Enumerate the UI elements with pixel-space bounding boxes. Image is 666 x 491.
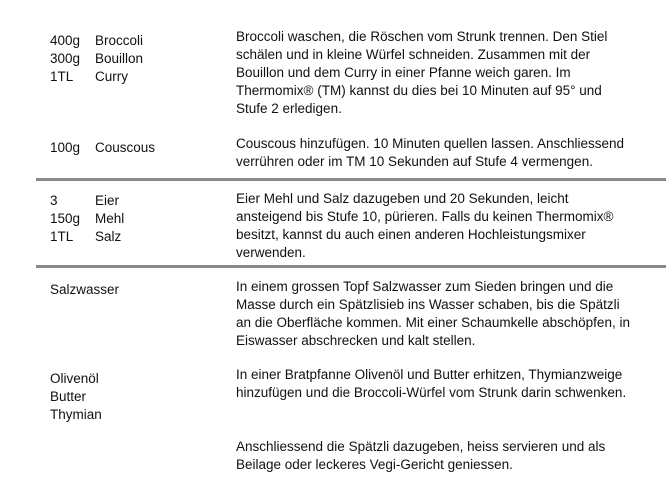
section-divider <box>36 265 666 268</box>
ingredient-quantity: 1TL <box>50 69 74 84</box>
ingredient-name: Broccoli <box>95 33 144 48</box>
ingredient-quantity: 100g <box>50 140 81 155</box>
ingredient-list <box>50 32 220 86</box>
ingredient-name: Butter <box>50 389 87 404</box>
ingredient-row <box>50 32 220 50</box>
ingredient-row <box>50 281 220 299</box>
instruction-text: In einem grossen Topf Salzwasser zum Sieden bringen und die Masse durch ein Spätzlisieb ins Wasser schaben, bis die Spätzli an die Oberfläche kommen. Mit einer Schaumkelle abschöpfen, in Eiswasser abschrecken und kalt stellen. <box>236 279 630 348</box>
ingredient-name: Olivenöl <box>50 371 99 386</box>
instruction-text: Anschliessend die Spätzli dazugeben, heiss servieren und als Beilage oder leckeres Vegi-Gericht geniessen. <box>236 439 606 472</box>
instruction-step <box>236 135 631 171</box>
instruction-step <box>236 438 631 474</box>
instruction-step <box>236 366 631 402</box>
ingredient-row <box>50 370 220 388</box>
ingredient-row <box>50 68 220 86</box>
instruction-step <box>236 28 631 118</box>
ingredient-quantity: 400g <box>50 33 81 48</box>
instruction-text: Eier Mehl und Salz dazugeben und 20 Sekunden, leicht ansteigend bis Stufe 10, pürieren. Falls du keinen Thermomix® besitzt, kannst du auch einen anderen Hochleistungsmixer verwenden. <box>236 191 614 260</box>
section-divider <box>36 178 666 181</box>
ingredient-name: Mehl <box>95 211 125 226</box>
ingredient-name: Salz <box>95 229 122 244</box>
ingredient-quantity: 1TL <box>50 229 74 244</box>
ingredient-row <box>50 139 220 157</box>
ingredient-row <box>50 210 220 228</box>
ingredient-list <box>50 139 220 157</box>
instruction-text: In einer Bratpfanne Olivenöl und Butter erhitzen, Thymianzweige hinzufügen und die Broccoli-Würfel vom Strunk darin schwenken. <box>236 367 627 400</box>
ingredient-row <box>50 406 220 424</box>
ingredient-row <box>50 192 220 210</box>
ingredient-quantity: 300g <box>50 51 81 66</box>
instruction-text: Broccoli waschen, die Röschen vom Strunk trennen. Den Stiel schälen und in kleine Würfel schneiden. Zusammen mit der Bouillon und dem Curry in einer Pfanne weich garen. Im Thermomix® (TM) kannst du dies bei 10 Minuten auf 95° und Stufe 2 erledigen. <box>236 29 608 116</box>
ingredient-list <box>50 370 220 424</box>
ingredient-row <box>50 50 220 68</box>
ingredient-name: Thymian <box>50 407 102 422</box>
ingredient-name: Bouillon <box>95 51 144 66</box>
ingredient-name: Salzwasser <box>50 282 120 297</box>
ingredient-list <box>50 281 220 299</box>
ingredient-row <box>50 228 220 246</box>
ingredient-list <box>50 192 220 246</box>
instruction-step <box>236 190 631 262</box>
ingredient-quantity: 150g <box>50 211 81 226</box>
ingredient-row <box>50 388 220 406</box>
instruction-step <box>236 278 631 350</box>
ingredient-name: Eier <box>95 193 120 208</box>
ingredient-name: Curry <box>95 69 128 84</box>
ingredient-quantity: 3 <box>50 193 58 208</box>
instruction-text: Couscous hinzufügen. 10 Minuten quellen lassen. Anschliessend verrühren oder im TM 10 Sekunden auf Stufe 4 vermengen. <box>236 136 625 169</box>
ingredient-name: Couscous <box>95 140 156 155</box>
